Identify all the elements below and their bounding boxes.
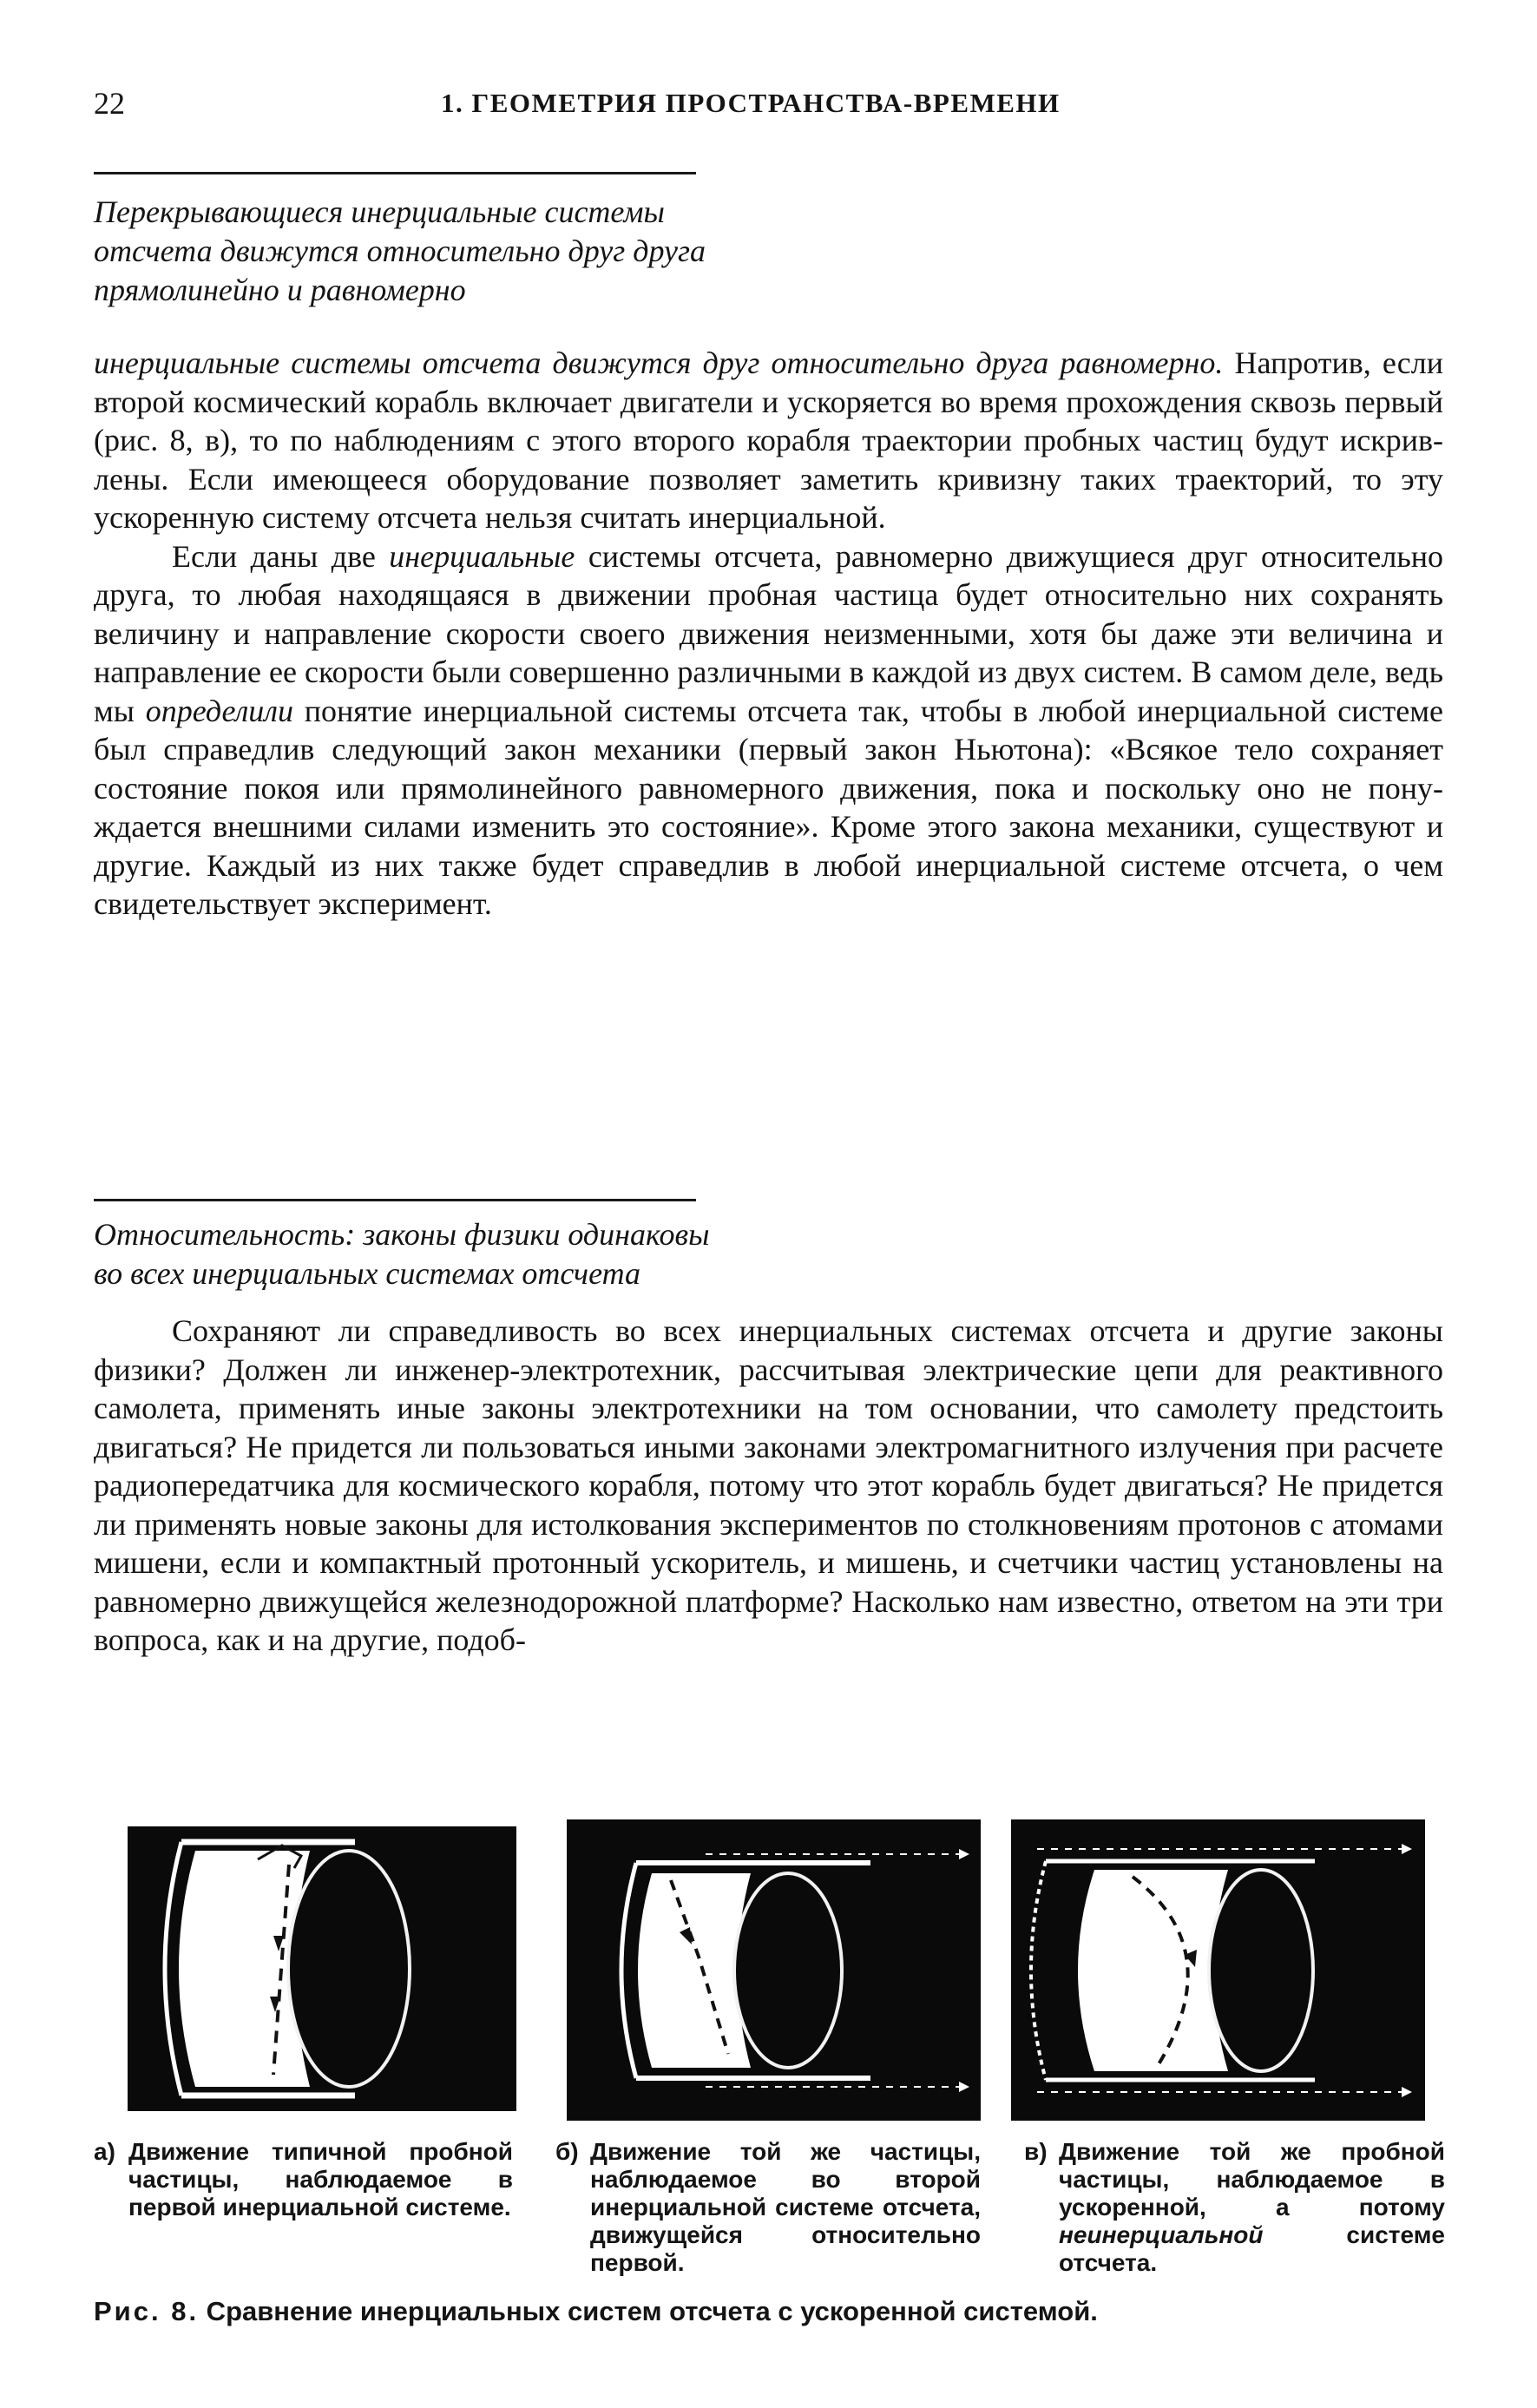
figure-panel-a [128, 1826, 516, 2111]
section-rule [94, 1199, 696, 1201]
heading-line: Перекрывающиеся инерциальные системы [94, 194, 665, 229]
caption-text: системе отсчета. [1059, 2221, 1445, 2276]
paragraph [94, 537, 1443, 924]
paragraph-text: системы отсчета, равномерно движущиеся друг относительно друга, то любая находящаяся в движении пробная частица будет относительно них сохранять величину и направление скорости своего движения неизменными, хотя бы даже эти величина и направление ее скорости были совершенно различными в каждой из двух систем. В самом деле, ведь мы [94, 538, 1444, 728]
figure-caption-b [555, 2138, 981, 2277]
caption-emphasis: неинерциальной [1059, 2221, 1264, 2248]
page-number: 22 [94, 86, 125, 121]
caption-text: Движение той же частицы, наблюдаемое во второй инерциальной системе отсчета, движущейся относительно первой. [590, 2138, 981, 2276]
figure-label-prefix: Рис. 8. [94, 2296, 200, 2326]
paragraph-text: Напротив, если второй космический корабль включает двигатели и ускоряется во время прохождения сквозь первый (рис. 8, в), то по наблюдениям с этого второго корабля траектории пробных частиц будут искривлены. Если имеющееся оборудование позволяет заметить кривизну таких траекторий, то эту ускоренную систему отсчета нельзя считать инерциальной. [94, 345, 1444, 535]
body-section-2 [94, 1312, 1443, 1660]
heading-line: отсчета движутся относительно друг друга [94, 234, 706, 268]
caption-letter: а) [94, 2138, 115, 2165]
emphasis: определили [145, 693, 293, 728]
section-rule [94, 172, 696, 174]
caption-letter: б) [555, 2138, 579, 2165]
cylinder-illustration-a [128, 1826, 516, 2111]
italic-lead: инерциальные системы отсчета движутся друг относительно друга равномерно. [94, 345, 1224, 380]
running-head: 1. ГЕОМЕТРИЯ ПРОСТРАНСТВА-ВРЕМЕНИ [441, 88, 1061, 118]
figure-caption-a [94, 2138, 513, 2221]
emphasis: инерциальные [389, 538, 575, 574]
body-section-1 [94, 344, 1443, 924]
caption-text: Движение типичной пробной частицы, наблюдаемое в первой инерциальной системе. [128, 2138, 513, 2220]
figure-label-text: Сравнение инерциальных систем отсчета с ускоренной системой. [199, 2296, 1098, 2326]
figure-panel-c [1011, 1819, 1425, 2121]
paragraph-text: Если даны две [172, 538, 390, 574]
heading-line: прямолинейно и равномерно [94, 273, 466, 307]
caption-letter: в) [1024, 2138, 1048, 2165]
section-heading-1 [94, 193, 706, 310]
figure-caption-c [1024, 2138, 1445, 2277]
paragraph [94, 344, 1443, 537]
figure-panel-b [567, 1819, 981, 2121]
paragraph-text: понятие инерциальной системы отсчета так, чтобы в любой инерциальной системе был справедлив следующий закон механики (первый закон Ньютона): «Всякое тело сохраняет состояние покоя или прямолинейного равномерного движения, пока и поскольку оно не понуждается внешними силами изменить это состояние». Кроме этого закона механики, существуют и другие. Каждый из них также будет справедлив в любой инерциальной системе отсчета, о чем свидетельствует эксперимент. [94, 693, 1443, 921]
cylinder-illustration-b [567, 1819, 981, 2121]
heading-line: во всех инерциальных системах отсчета [94, 1256, 641, 1291]
section-heading-2 [94, 1215, 709, 1293]
caption-text: Движение той же пробной частицы, наблюдаемое в ускоренной, а потому [1059, 2138, 1445, 2220]
figure-label [94, 2296, 1098, 2327]
heading-line: Относительность: законы физики одинаковы [94, 1217, 710, 1252]
cylinder-illustration-c [1011, 1819, 1425, 2121]
paragraph: Сохраняют ли справедливость во всех инерциальных системах отсчета и другие законы физики? Должен ли инженер-электротехник, рассчитывая электрические цепи для реактивного самолета, применять иные законы электротехники на том основании, что самолету предстоить двигаться? Не придется ли пользоваться иными законами электромагнитного излучения при расчете радиопередатчика для космического корабля, потому что этот корабль будет двигаться? Не придется ли применять новые законы для истолкования экспериментов по столкновениям протонов с атомами мишени, если и компактный протонный ускоритель, и мишень, и счетчики частиц установлены на равномерно движущейся железнодорожной платформе? Насколько нам известно, ответом на эти три вопроса, как и на другие, подоб- [94, 1313, 1443, 1657]
